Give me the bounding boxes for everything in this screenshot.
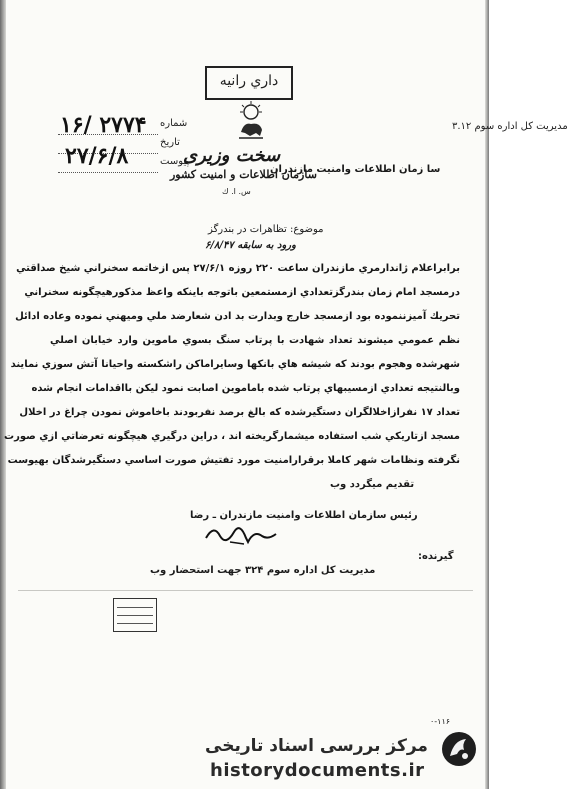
page-reference: ۰-۱۱۶ (430, 717, 451, 726)
body-line: نظم عمومي ميشوند تعداد شهادت با پرتاب سنگ بسوي ماموين وارد خيابان اصلي (50, 335, 460, 346)
number-value: ۱۶/ ۲۷۷۴ (60, 112, 147, 138)
watermark-org: مرکز بررسی اسناد تاریخی (205, 736, 428, 756)
addressee-text: مديريت كل اداره سوم ۳.۱۲ (452, 121, 568, 132)
addressee-line (452, 121, 568, 132)
copies-line: مديريت كل اداره سوم ۳۲۴ جهت استحضار وب (150, 565, 376, 576)
org-title-script: سخت وزيرى (183, 145, 281, 166)
attachment-label: پيوست (160, 156, 190, 167)
box-stamp-rule (117, 615, 153, 616)
fold-line (18, 590, 473, 591)
signatory-title: رئيس سازمان اطلاعات وامنيت مازندران ـ رضا (190, 510, 418, 521)
copies-label: گيرنده: (418, 551, 454, 562)
attachment-line (58, 172, 158, 173)
body-line: شهرشده وهجوم بودند كه شيشه هاي بانكها وسايراماكن راشكسته واحيانا آتش سوزي نمايند (10, 359, 460, 370)
number-label: شماره (160, 118, 188, 129)
body-line: وبالنتيجه تعدادي ازمسيبهاي پرتاب شده باماموين اصابت نمود ليكن بااقدامات انجام شده (31, 383, 460, 394)
registry-box-stamp (113, 598, 157, 632)
body-line-last: تقديم ميگردد وب (330, 479, 415, 490)
subject-label: موضوع (293, 224, 324, 235)
handwritten-signature-icon (200, 520, 280, 548)
lion-and-sun-emblem-icon (236, 100, 266, 140)
box-stamp-rule (117, 623, 153, 624)
handwritten-note: ورود به سابقه ۶/۸/۴۷ (205, 240, 296, 251)
date-value: ۲۷/۶/۸ (65, 143, 129, 169)
body-line: تحريك آميزننموده بود ازمسجد خارج وبدارت بد ادن شعارضد ملي وميهني نموده وعاده ادائل (15, 311, 460, 322)
date-label: تاريخ (160, 137, 180, 148)
top-stamp (205, 66, 293, 100)
org-subline: سا زمان اطلاعات وامنيت مازندران (270, 164, 441, 175)
subject-text: تظاهرات در بندرگز (208, 224, 287, 235)
top-stamp-text: داري رانيه (219, 73, 279, 89)
left-scan-edge (0, 0, 6, 789)
body-line: تعداد ۱۷ نفرازاخلالگران دستگيرشده كه بالغ برصد نفربودند باخاموش نمودن چراغ در اخلال (19, 407, 460, 418)
archive-logo-icon (440, 730, 478, 768)
body-line: درمسجد امام زمان بندرگزتعدادي ازمستمعين باتوجه باينكه واعظ مذكورهيچگونه سخنراني (24, 287, 460, 298)
body-line: نگرفته ونظامات شهر كاملا برقرارامنيت مورد تفتيش صورت اساسي دستگيرشدگان بهيوست (7, 455, 460, 466)
right-scan-edge (485, 0, 489, 789)
subject-line: موضوع: تظاهرات در بندرگز (208, 224, 324, 235)
org-name: سازمان اطلاعات و امنيت كشور (170, 168, 317, 181)
body-line: مسجد ازتاريكي شب استفاده ميشمارگريخته اند ، دراين درگيري هيچگونه تعرضاتي ازي صورت (4, 431, 460, 442)
org-abbreviation: س. ا. ك (222, 187, 251, 196)
watermark-url: historydocuments.ir (210, 760, 425, 781)
body-line: برابراعلام ژاندارمري مازندران ساعت ۲۲۰ روزه ۲۷/۶/۱ پس ازخاتمه سخنراني شيخ صداقتي (16, 263, 460, 274)
box-stamp-rule (117, 607, 153, 608)
